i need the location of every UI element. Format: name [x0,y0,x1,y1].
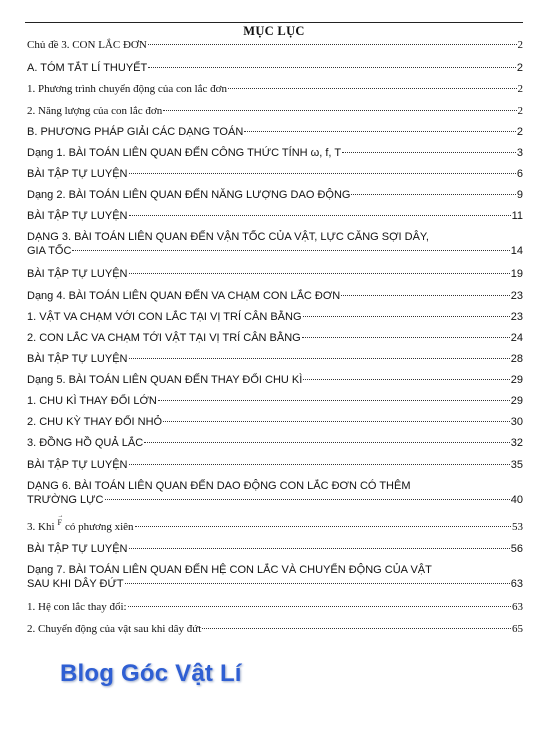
toc-entry-text-line1: DẠNG 6. BÀI TOÁN LIÊN QUAN ĐẾN DAO ĐỘNG CON LẮC ĐƠN CÓ THÊM [27,480,411,492]
toc-entry-dang-7-1[interactable] [27,600,523,614]
toc-page-number: 29 [510,395,523,407]
blog-watermark: Blog Góc Vật Lí [60,660,242,687]
dot-leader [158,400,510,401]
dot-leader [105,499,510,500]
toc-entry-text-after: có phương xiên [64,521,134,533]
toc-entry-section-a[interactable] [27,61,523,75]
toc-entry-text: B. PHƯƠNG PHÁP GIẢI CÁC DẠNG TOÁN [27,126,244,138]
toc-page-number: 29 [510,374,523,386]
toc-entry-text: 1. Phương trình chuyển động của con lắc đơn [27,83,227,95]
toc-entry-text: Dạng 1. BÀI TOÁN LIÊN QUAN ĐẾN CÔNG THỨC TÍNH ω, f, T [27,147,342,159]
toc-page-number: 53 [512,521,523,533]
dot-leader [148,44,517,45]
dot-leader [341,295,510,296]
top-rule [25,22,523,23]
dot-leader [163,421,510,422]
toc-page-number: 9 [516,189,523,201]
toc-entry-text-line2: TRƯỜNG LỰC [27,494,104,506]
toc-page-number: 30 [510,416,523,428]
toc-entry-dang-6-3[interactable] [27,520,523,535]
toc-entry-dang-7-2[interactable] [27,622,523,636]
toc-entry-text: 1. Hệ con lắc thay đổi: [27,601,127,613]
toc-page-number: 2 [517,39,523,51]
toc-page-number: 65 [512,623,523,635]
toc-entry-dang-1[interactable] [27,146,523,160]
toc-page-number: 6 [516,168,523,180]
dot-leader [72,250,509,251]
toc-entry-text: Chủ đề 3. CON LẮC ĐƠN [27,39,147,51]
toc-entry-text: 2. Năng lượng của con lắc đơn [27,105,163,117]
toc-entry-text: 2. CHU KỲ THAY ĐỔI NHỎ [27,416,163,428]
toc-page-number: 2 [517,105,523,117]
toc-page-number: 11 [511,210,523,222]
toc-page-number: 23 [510,311,523,323]
toc-entry-text: BÀI TẬP TỰ LUYỆN [27,543,128,555]
toc-entry-topic-3[interactable] [27,38,523,52]
toc-entry-dang-3[interactable] [27,230,523,258]
dot-leader [342,152,516,153]
toc-entry-dang-5-3[interactable] [27,436,523,450]
dot-leader [125,583,510,584]
toc-entry-text: 3. Khi [27,521,55,533]
toc-entry-text: 3. ĐỒNG HỒ QUẢ LẮC [27,437,144,449]
toc-page-number: 19 [510,268,523,280]
toc-entry-text: 1. VẬT VA CHẠM VỚI CON LẮC TẠI VỊ TRÍ CÂN BẰNG [27,311,302,323]
dot-leader [303,316,510,317]
toc-entry-exercises-1[interactable] [27,167,523,181]
toc-entry-section-b[interactable] [27,125,523,139]
toc-entry-text: 1. CHU KÌ THAY ĐỔI LỚN [27,395,157,407]
force-vector-symbol: → F [58,516,62,530]
toc-entry-exercises-4[interactable] [27,352,523,366]
dot-leader [351,194,515,195]
toc-entry-text: BÀI TẬP TỰ LUYỆN [27,210,128,222]
toc-entry-dang-5-1[interactable] [27,394,523,408]
toc-entry-exercises-6[interactable] [27,542,523,556]
toc-page-number: 63 [510,578,523,590]
toc-entry-text-line1: DẠNG 3. BÀI TOÁN LIÊN QUAN ĐẾN VẬN TỐC CỦA VẬT, LỰC CĂNG SỢI DÂY, [27,231,429,243]
dot-leader [202,628,511,629]
dot-leader [144,442,510,443]
dot-leader [303,379,509,380]
toc-page-number: 24 [510,332,523,344]
dot-leader [129,273,510,274]
toc-entry-exercises-2[interactable] [27,209,523,223]
toc-page-number: 2 [516,62,523,74]
toc-entry-dang-5[interactable] [27,373,523,387]
toc-entry-dang-5-2[interactable] [27,415,523,429]
dot-leader [129,173,516,174]
toc-page-number: 28 [510,353,523,365]
dot-leader [244,131,516,132]
toc-page-number: 32 [510,437,523,449]
dot-leader [163,110,516,111]
toc-entry-text: BÀI TẬP TỰ LUYỆN [27,268,128,280]
toc-entry-dang-2[interactable] [27,188,523,202]
toc-entry-text: 2. CON LẮC VA CHẠM TỚI VẬT TẠI VỊ TRÍ CÂN BẰNG [27,332,301,344]
toc-entry-a-2[interactable] [27,104,523,118]
dot-leader [129,215,511,216]
dot-leader [129,548,510,549]
toc-entry-text-line1: Dạng 7. BÀI TOÁN LIÊN QUAN ĐẾN HỆ CON LẮC VÀ CHUYỂN ĐỘNG CỦA VẬT [27,564,432,576]
dot-leader [128,606,511,607]
dot-leader [148,67,516,68]
toc-page-number: 35 [510,459,523,471]
toc-entry-text-line2: GIA TỐC [27,245,72,257]
toc-entry-dang-4[interactable] [27,289,523,303]
toc-entry-text: A. TÓM TẮT LÍ THUYẾT [27,62,148,74]
toc-entry-text-line2: SAU KHI DÂY ĐỨT [27,578,124,590]
toc-entry-dang-7[interactable] [27,563,523,591]
toc-page-number: 56 [510,543,523,555]
toc-page-number: 40 [510,494,523,506]
toc-page-number: 14 [510,245,523,257]
dot-leader [135,526,511,527]
toc-entry-text: 2. Chuyển động của vật sau khi dây đứt [27,623,202,635]
toc-entry-text: Dạng 2. BÀI TOÁN LIÊN QUAN ĐẾN NĂNG LƯỢNG DAO ĐỘNG [27,189,351,201]
toc-entry-text: Dạng 4. BÀI TOÁN LIÊN QUAN ĐẾN VA CHẠM CON LẮC ĐƠN [27,290,341,302]
toc-entry-text: BÀI TẬP TỰ LUYỆN [27,353,128,365]
dot-leader [228,88,517,89]
toc-page-number: 63 [512,601,523,613]
dot-leader [302,337,510,338]
toc-entry-text: BÀI TẬP TỰ LUYỆN [27,459,128,471]
toc-entry-dang-4-2[interactable] [27,331,523,345]
page-title: MỤC LỤC [243,24,305,38]
toc-entry-dang-6[interactable] [27,479,523,507]
toc-page-number: 23 [510,290,523,302]
toc-entry-dang-4-1[interactable] [27,310,523,324]
toc-entry-text: BÀI TẬP TỰ LUYỆN [27,168,128,180]
toc-entry-a-1[interactable] [27,82,523,96]
toc-entry-exercises-5[interactable] [27,458,523,472]
toc-page-number: 3 [516,147,523,159]
toc-page-number: 2 [517,83,523,95]
dot-leader [129,358,510,359]
toc-entry-exercises-3[interactable] [27,267,523,281]
toc-entry-text: Dạng 5. BÀI TOÁN LIÊN QUAN ĐẾN THAY ĐỔI CHU KÌ [27,374,303,386]
toc-page-number: 2 [516,126,523,138]
dot-leader [129,464,510,465]
